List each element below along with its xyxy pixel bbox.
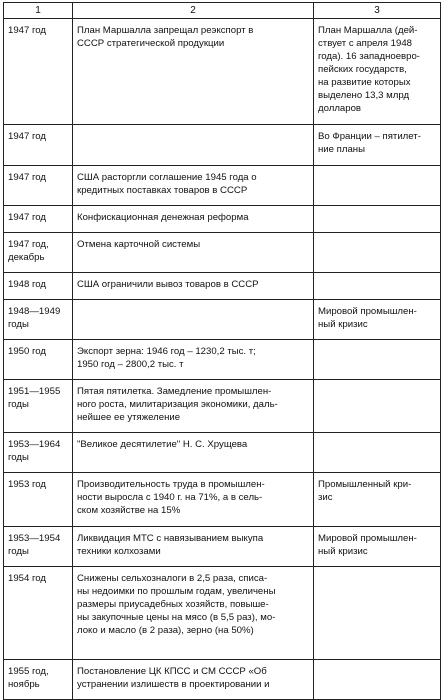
event-cell	[73, 300, 314, 340]
date-text: 1953—1964 годы	[8, 439, 61, 463]
date-text: 1948—1949 годы	[8, 306, 61, 330]
column-header-3: 3	[314, 3, 441, 19]
note-cell	[314, 340, 441, 380]
note-cell	[314, 19, 441, 125]
date-cell	[4, 125, 73, 166]
table-row	[4, 233, 441, 273]
table-row	[4, 527, 441, 567]
event-text: США расторгли соглашение 1945 года о кредитных поставках товаров в СССР	[77, 172, 257, 196]
note-cell	[314, 567, 441, 660]
note-text: Во Франции – пятилет- ние планы	[318, 131, 421, 155]
note-cell	[314, 273, 441, 300]
event-cell	[73, 19, 314, 125]
date-text: 1950 год	[8, 346, 47, 357]
note-cell	[314, 125, 441, 166]
note-cell	[314, 300, 441, 340]
date-text: 1947 год, декабрь	[8, 239, 49, 263]
note-cell	[314, 473, 441, 527]
header-row	[4, 3, 441, 19]
date-text: 1947 год	[8, 131, 47, 142]
note-text: Мировой промышлен- ный кризис	[318, 306, 417, 330]
event-cell	[73, 567, 314, 660]
event-text: США ограничили вывоз товаров в СССР	[77, 279, 259, 290]
date-cell	[4, 380, 73, 433]
date-cell	[4, 473, 73, 527]
column-header-2: 2	[73, 3, 314, 19]
table-row	[4, 125, 441, 166]
event-text: "Великое десятилетие" Н. С. Хрущева	[77, 439, 248, 450]
date-text: 1947 год	[8, 212, 47, 223]
event-cell	[73, 125, 314, 166]
event-cell	[73, 273, 314, 300]
date-cell	[4, 660, 73, 700]
date-cell	[4, 273, 73, 300]
date-text: 1951—1955 годы	[8, 386, 61, 410]
date-cell	[4, 567, 73, 660]
date-text: 1947 год	[8, 25, 47, 36]
date-text: 1954 год	[8, 573, 47, 584]
event-cell	[73, 380, 314, 433]
date-cell	[4, 300, 73, 340]
event-cell	[73, 166, 314, 206]
date-cell	[4, 233, 73, 273]
table-row	[4, 340, 441, 380]
date-text: 1953 год	[8, 479, 47, 490]
table-row	[4, 273, 441, 300]
event-text: Отмена карточной системы	[77, 239, 201, 250]
event-cell	[73, 433, 314, 473]
event-text: Постановление ЦК КПСС и СМ СССР «Об устранении излишеств в проектировании и	[77, 666, 270, 690]
chronology-table	[3, 2, 441, 700]
event-cell	[73, 340, 314, 380]
table-row	[4, 660, 441, 700]
date-cell	[4, 340, 73, 380]
note-cell	[314, 166, 441, 206]
event-text: Пятая пятилетка. Замедление промышлен- ного роста, милитаризация экономики, даль- нейшее ее утяжеление	[77, 386, 278, 423]
date-cell	[4, 166, 73, 206]
event-cell	[73, 660, 314, 700]
event-cell	[73, 233, 314, 273]
table-row	[4, 19, 441, 125]
event-text: Снижены сельхозналоги в 2,5 раза, списа- ны недоимки по прошлым годам, увеличены размеры приусадебных хозяйств, повыше- ны закупочные цены на мясо (в 5,5 раз), мо- локо и масло (в 2 раза), зерно (на 50%)	[77, 573, 276, 636]
table-row	[4, 567, 441, 660]
table-row	[4, 206, 441, 233]
table-row	[4, 433, 441, 473]
table-row	[4, 473, 441, 527]
date-text: 1948 год	[8, 279, 47, 290]
table-row	[4, 380, 441, 433]
note-text: План Маршалла (дей- ствует с апреля 1948 года). 16 западноевро- пейских государств, на развитие которых выделено 13,3 млрд долларов	[318, 25, 421, 114]
event-cell	[73, 527, 314, 567]
note-cell	[314, 206, 441, 233]
event-text: Конфискационная денежная реформа	[77, 212, 249, 223]
table-row	[4, 300, 441, 340]
table-row	[4, 166, 441, 206]
date-cell	[4, 206, 73, 233]
date-text: 1947 год	[8, 172, 47, 183]
note-cell	[314, 527, 441, 567]
note-text: Мировой промышлен- ный кризис	[318, 533, 417, 557]
date-cell	[4, 19, 73, 125]
note-cell	[314, 660, 441, 700]
note-cell	[314, 433, 441, 473]
date-text: 1953—1954 годы	[8, 533, 61, 557]
note-cell	[314, 233, 441, 273]
event-text: Производительность труда в промышлен- ности выросла с 1940 г. на 71%, а в сель- ском хозяйстве на 15%	[77, 479, 265, 516]
event-text: Экспорт зерна: 1946 год – 1230,2 тыс. т; 1950 год – 2800,2 тыс. т	[77, 346, 256, 370]
event-text: План Маршалла запрещал реэкспорт в СССР стратегической продукции	[77, 25, 254, 49]
date-text: 1955 год, ноябрь	[8, 666, 49, 690]
event-cell	[73, 206, 314, 233]
note-cell	[314, 380, 441, 433]
column-header-1: 1	[4, 3, 73, 19]
date-cell	[4, 433, 73, 473]
event-cell	[73, 473, 314, 527]
date-cell	[4, 527, 73, 567]
event-text: Ликвидация МТС с навязыванием выкупа техники колхозами	[77, 533, 264, 557]
note-text: Промышленный кри- зис	[318, 479, 412, 503]
